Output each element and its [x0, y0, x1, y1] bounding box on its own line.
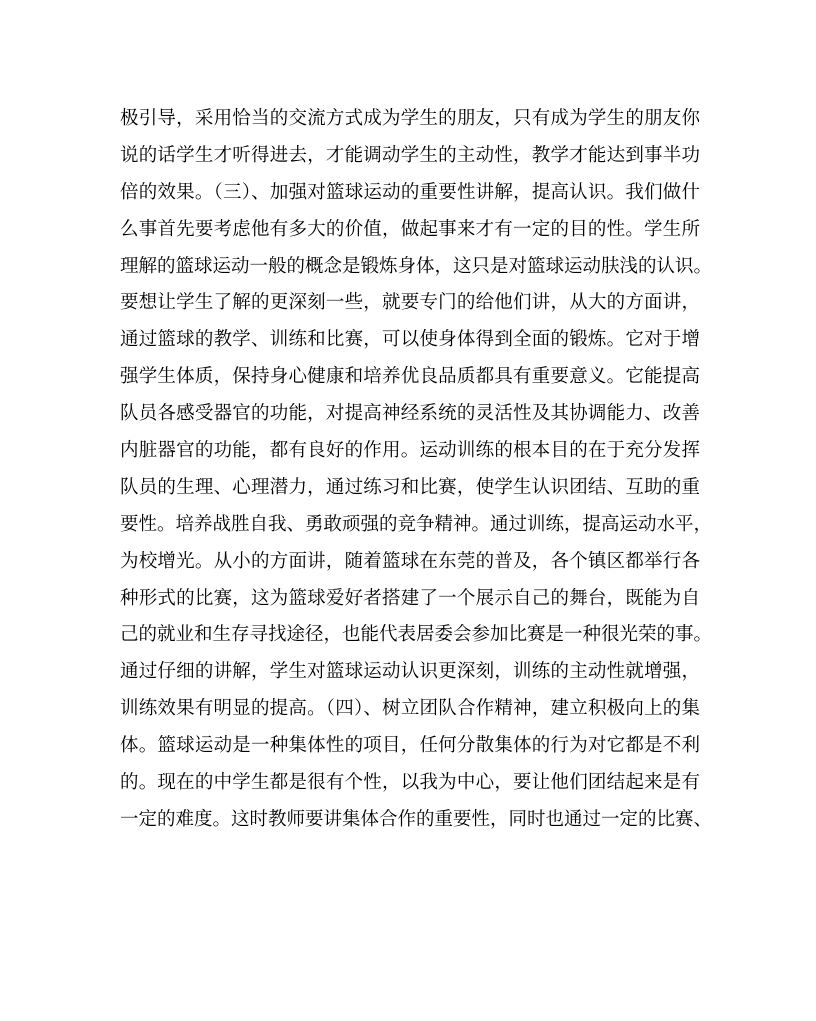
text-line: 种形式的比赛，这为篮球爱好者搭建了一个展示自己的舞台，既能为自	[120, 587, 700, 609]
text-line: 极引导，采用恰当的交流方式成为学生的朋友，只有成为学生的朋友你	[120, 108, 700, 129]
text-line: 倍的效果。（三）、加强对篮球运动的重要性讲解，提高认识。我们做什	[120, 181, 700, 203]
text-line: 一定的难度。这时教师要讲集体合作的重要性，同时也通过一定的比赛、	[120, 808, 713, 830]
text-line: 己的就业和生存寻找途径，也能代表居委会参加比赛是一种很光荣的事。	[120, 624, 713, 646]
text-line: 理解的篮球运动一般的概念是锻炼身体，这只是对篮球运动肤浅的认识。	[120, 255, 713, 277]
text-line: 体。篮球运动是一种集体性的项目，任何分散集体的行为对它都是不利	[120, 735, 700, 757]
text-line: 为校增光。从小的方面讲，随着篮球在东莞的普及，各个镇区都举行各	[120, 550, 700, 572]
text-line: 的。现在的中学生都是很有个性，以我为中心，要让他们团结起来是有	[120, 772, 700, 794]
text-line: 通过篮球的教学、训练和比赛，可以使身体得到全面的锻炼。它对于增	[120, 329, 700, 351]
text-line: 队员各感受器官的功能，对提高神经系统的灵活性及其协调能力、改善	[120, 403, 700, 425]
text-line: 强学生体质，保持身心健康和培养优良品质都具有重要意义。它能提高	[120, 366, 700, 388]
text-line: 通过仔细的讲解，学生对篮球运动认识更深刻，训练的主动性就增强，	[120, 661, 700, 683]
text-line: 要想让学生了解的更深刻一些，就要专门的给他们讲，从大的方面讲，	[120, 292, 700, 314]
text-line: 队员的生理、心理潜力，通过练习和比赛，使学生认识团结、互助的重	[120, 476, 700, 498]
body-text	[120, 101, 713, 839]
text-line: 要性。培养战胜自我、勇敢顽强的竞争精神。通过训练，提高运动水平，	[120, 513, 713, 535]
text-line: 内脏器官的功能，都有良好的作用。运动训练的根本目的在于充分发挥	[120, 440, 700, 462]
text-line: 训练效果有明显的提高。（四）、树立团队合作精神，建立积极向上的集	[120, 698, 700, 720]
text-line: 说的话学生才听得进去，才能调动学生的主动性，教学才能达到事半功	[120, 144, 700, 166]
text-line: 么事首先要考虑他有多大的价值，做起事来才有一定的目的性。学生所	[120, 218, 700, 240]
